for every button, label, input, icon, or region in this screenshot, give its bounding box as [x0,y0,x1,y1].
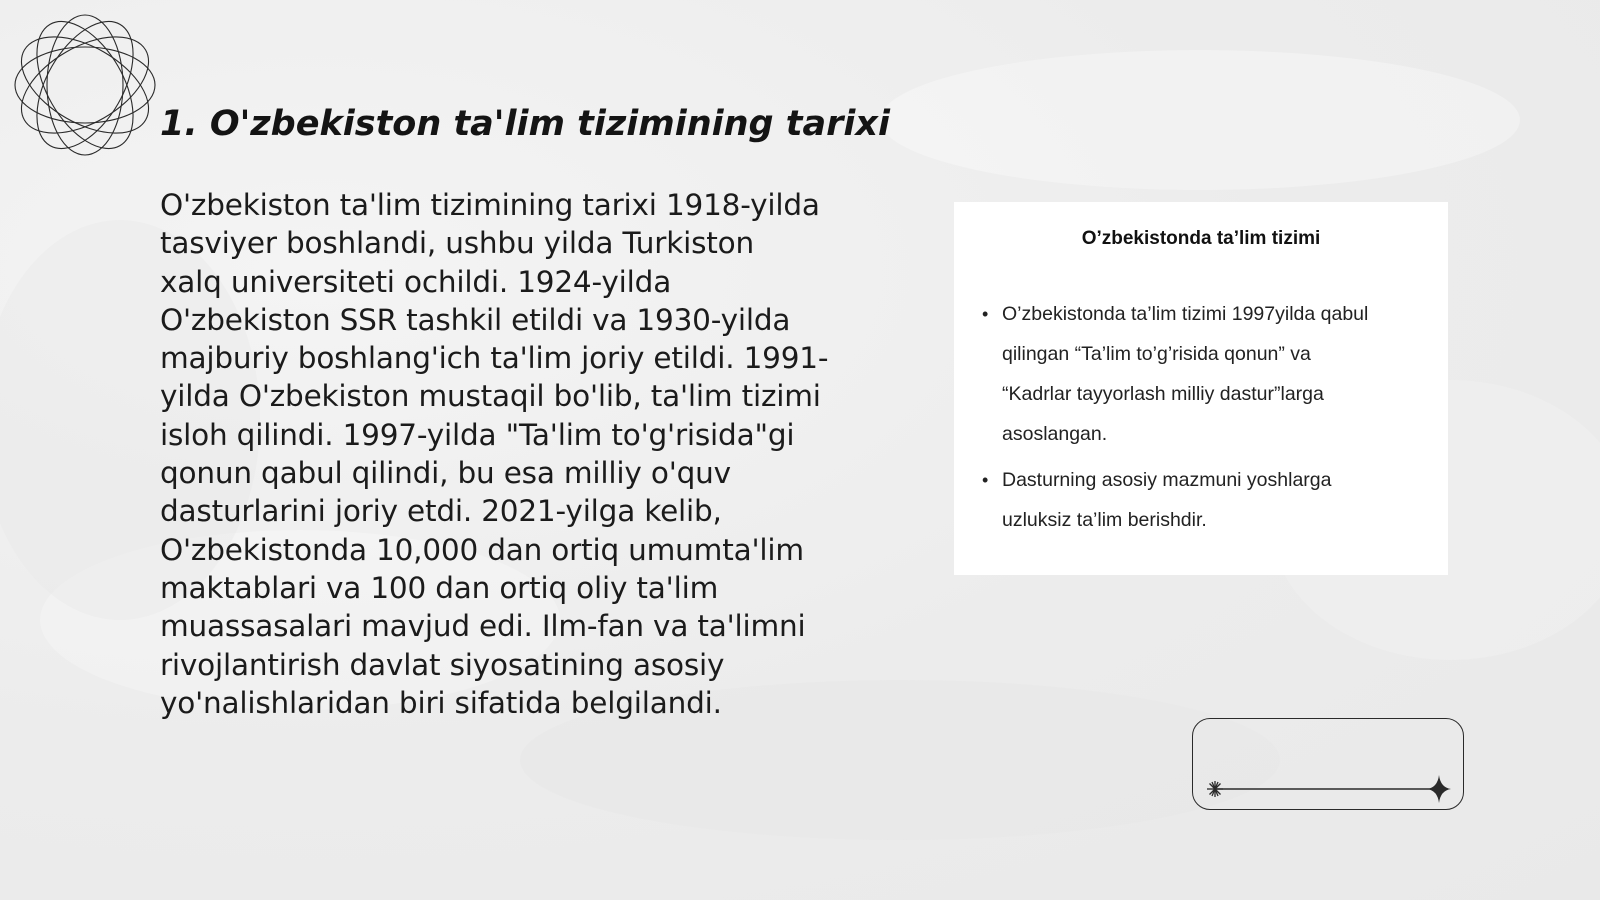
body-line: O'zbekiston ta'lim tizimining tarixi 1918-yilda [160,188,820,222]
four-point-star-icon [1427,775,1451,803]
card-title: O’zbekistonda ta’lim tizimi [1081,228,1321,249]
slide-title: 1. O'zbekiston ta'lim tizimining tarixi [160,104,890,144]
body-line: rivojlantirish davlat siyosatining asosiy [160,647,725,682]
body-line: maktablari va 100 dan ortiq oliy ta'lim [160,570,719,605]
timeline-decoration [1192,718,1464,810]
body-paragraph [160,186,850,722]
timeline-line [1193,719,1465,811]
card-item-line: “Kadrlar tayyorlash milliy dastur”larga [1002,383,1324,405]
body-line: xalq universiteti ochildi. 1924-yilda [160,264,672,299]
body-line: yilda O'zbekiston mustaqil bo'lib, ta'lim tizimi [160,379,821,414]
body-line: isloh qilindi. 1997-yilda "Ta'lim to'g'risida"gi [160,417,795,452]
bullet-icon: • [982,470,989,490]
sparkle-burst-icon [1207,781,1223,797]
body-line: O'zbekistonda 10,000 dan ortiq umumta'lim [160,532,804,567]
body-line: qonun qabul qilindi, bu esa milliy o'quv [160,456,731,491]
card-bullet-item [982,294,1420,454]
bullet-icon: • [982,304,989,324]
card-item-line: qilingan “Ta’lim to’g’risida qonun” va [1002,343,1311,365]
body-line: majburiy boshlang'ich ta'lim joriy etildi. 1991- [160,341,829,376]
card-item-line: Dasturning asosiy mazmuni yoshlarga [1002,469,1332,491]
card-item-line: uzluksiz ta’lim berishdir. [1002,509,1207,531]
body-line: tasviyer boshlandi, ushbu yilda Turkiston [160,226,754,261]
card-item-line: O’zbekistonda ta’lim tizimi 1997yilda qabul [1002,303,1369,325]
body-line: dasturlarini joriy etdi. 2021-yilga kelib, [160,494,722,529]
circle-rings-icon [10,10,160,160]
body-line: yo'nalishlaridan biri sifatida belgilandi. [160,685,722,720]
body-line: muassasalari mavjud edi. Ilm-fan va ta'limni [160,609,806,644]
card-bullet-list [982,294,1420,540]
body-line: O'zbekiston SSR tashkil etildi va 1930-yilda [160,302,791,337]
info-card [954,202,1448,575]
card-item-line: asoslangan. [1002,423,1108,445]
card-bullet-item [982,460,1420,540]
